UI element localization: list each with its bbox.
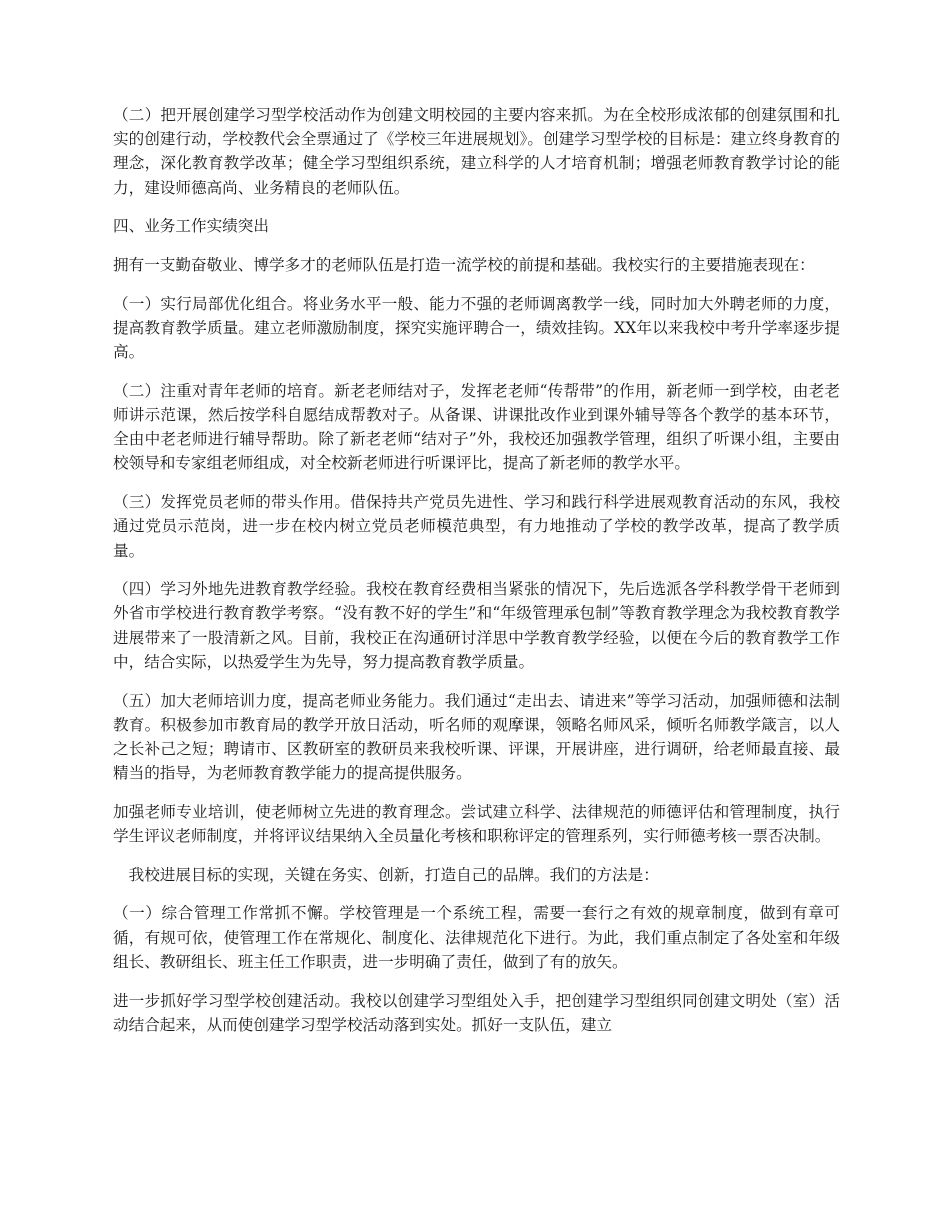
paragraph-learning-school-campus: （二）把开展创建学习型学校活动作为创建文明校园的主要内容来抓。为在全校形成浓郁的创建氛围和扎实的创建行动，学校教代会全票通过了《学校三年进展规划》。创建学习型学校的目标是：建立终身教育的理念，深化教育教学改革；健全学习型组织系统，建立科学的人才培育机制；增强老师教育教学讨论的能力，建设师德高尚、业务精良的老师队伍。 (113, 106, 840, 197)
paragraph-optimization-combination: （一）实行局部优化组合。将业务水平一般、能力不强的老师调离教学一线，同时加大外聘老师的力度，提高教育教学质量。建立老师激励制度，探究实施评聘合一，绩效挂钩。XX年以来我校中考升学率逐步提高。 (113, 294, 840, 362)
paragraph-external-experience: （四）学习外地先进教育教学经验。我校在教育经费相当紧张的情况下，先后选派各学科教学骨干老师到外省市学校进行教育教学考察。“没有教不好的学生”和“年级管理承包制”等教育教学理念为我校教育教学进展带来了一股清新之风。目前，我校正在沟通研讨洋思中学教育教学经验，以便在今后的教育教学工作中，结合实际，以热爱学生为先导，努力提高教育教学质量。 (113, 580, 840, 671)
paragraph-teacher-training: （五）加大老师培训力度，提高老师业务能力。我们通过“走出去、请进来”等学习活动，加强师德和法制教育。积极参加市教育局的教学开放日活动，听名师的观摩课，领略名师风采，倾听名师教学箴言，以人之长补己之短；聘请市、区教研室的教研员来我校听课、评课，开展讲座，进行调研，给老师最直接、最精当的指导，为老师教育教学能力的提高提供服务。 (113, 691, 840, 783)
paragraph-young-teacher-training: （二）注重对青年老师的培育。新老老师结对子，发挥老老师“传帮带”的作用，新老师一到学校，由老老师讲示范课，然后按学科自愿结成帮教对子。从备课、讲课批改作业到课外辅导等各个教学的基本环节，全由中老老师进行辅导帮助。除了新老老师“结对子”外，我校还加强教学管理，组织了听课小组，主要由校领导和专家组老师组成，对全校新老师进行听课评比，提高了新老师的教学水平。 (113, 381, 840, 473)
document-page (113, 103, 840, 1052)
section-heading-business-achievements: 四、业务工作实绩突出 (113, 217, 269, 236)
paragraph-comprehensive-management: （一）综合管理工作常抓不懈。学校管理是一个系统工程，需要一套行之有效的规章制度，做到有章可循，有规可依，使管理工作在常规化、制度化、法律规范化下进行。为此，我们重点制定了各处室和年级组长、教研组长、班主任工作职责，进一步明确了责任，做到了有的放矢。 (113, 904, 840, 971)
paragraph-teacher-team-intro: 拥有一支勤奋敬业、博学多才的老师队伍是打造一流学校的前提和基础。我校实行的主要措施表现在： (113, 256, 815, 275)
paragraph-learning-school-creation: 进一步抓好学习型学校创建活动。我校以创建学习型组处入手，把创建学习型组织同创建文明处（室）活动结合起来，从而使创建学习型学校活动落到实处。抓好一支队伍，建立 (113, 991, 840, 1034)
paragraph-development-goals: 我校进展目标的实现，关键在务实、创新，打造自己的品牌。我们的方法是： (128, 865, 659, 884)
paragraph-professional-training: 加强老师专业培训，使老师树立先进的教育理念。尝试建立科学、法律规范的师德评估和管理制度，执行学生评议老师制度，并将评议结果纳入全员量化考核和职称评定的管理系列，实行师德考核一票否决制。 (113, 802, 840, 846)
paragraph-party-member-role: （三）发挥党员老师的带头作用。借保持共产党员先进性、学习和践行科学进展观教育活动的东风，我校通过党员示范岗，进一步在校内树立党员老师模范典型，有力地推动了学校的教学改革，提高了教学质量。 (113, 493, 840, 560)
